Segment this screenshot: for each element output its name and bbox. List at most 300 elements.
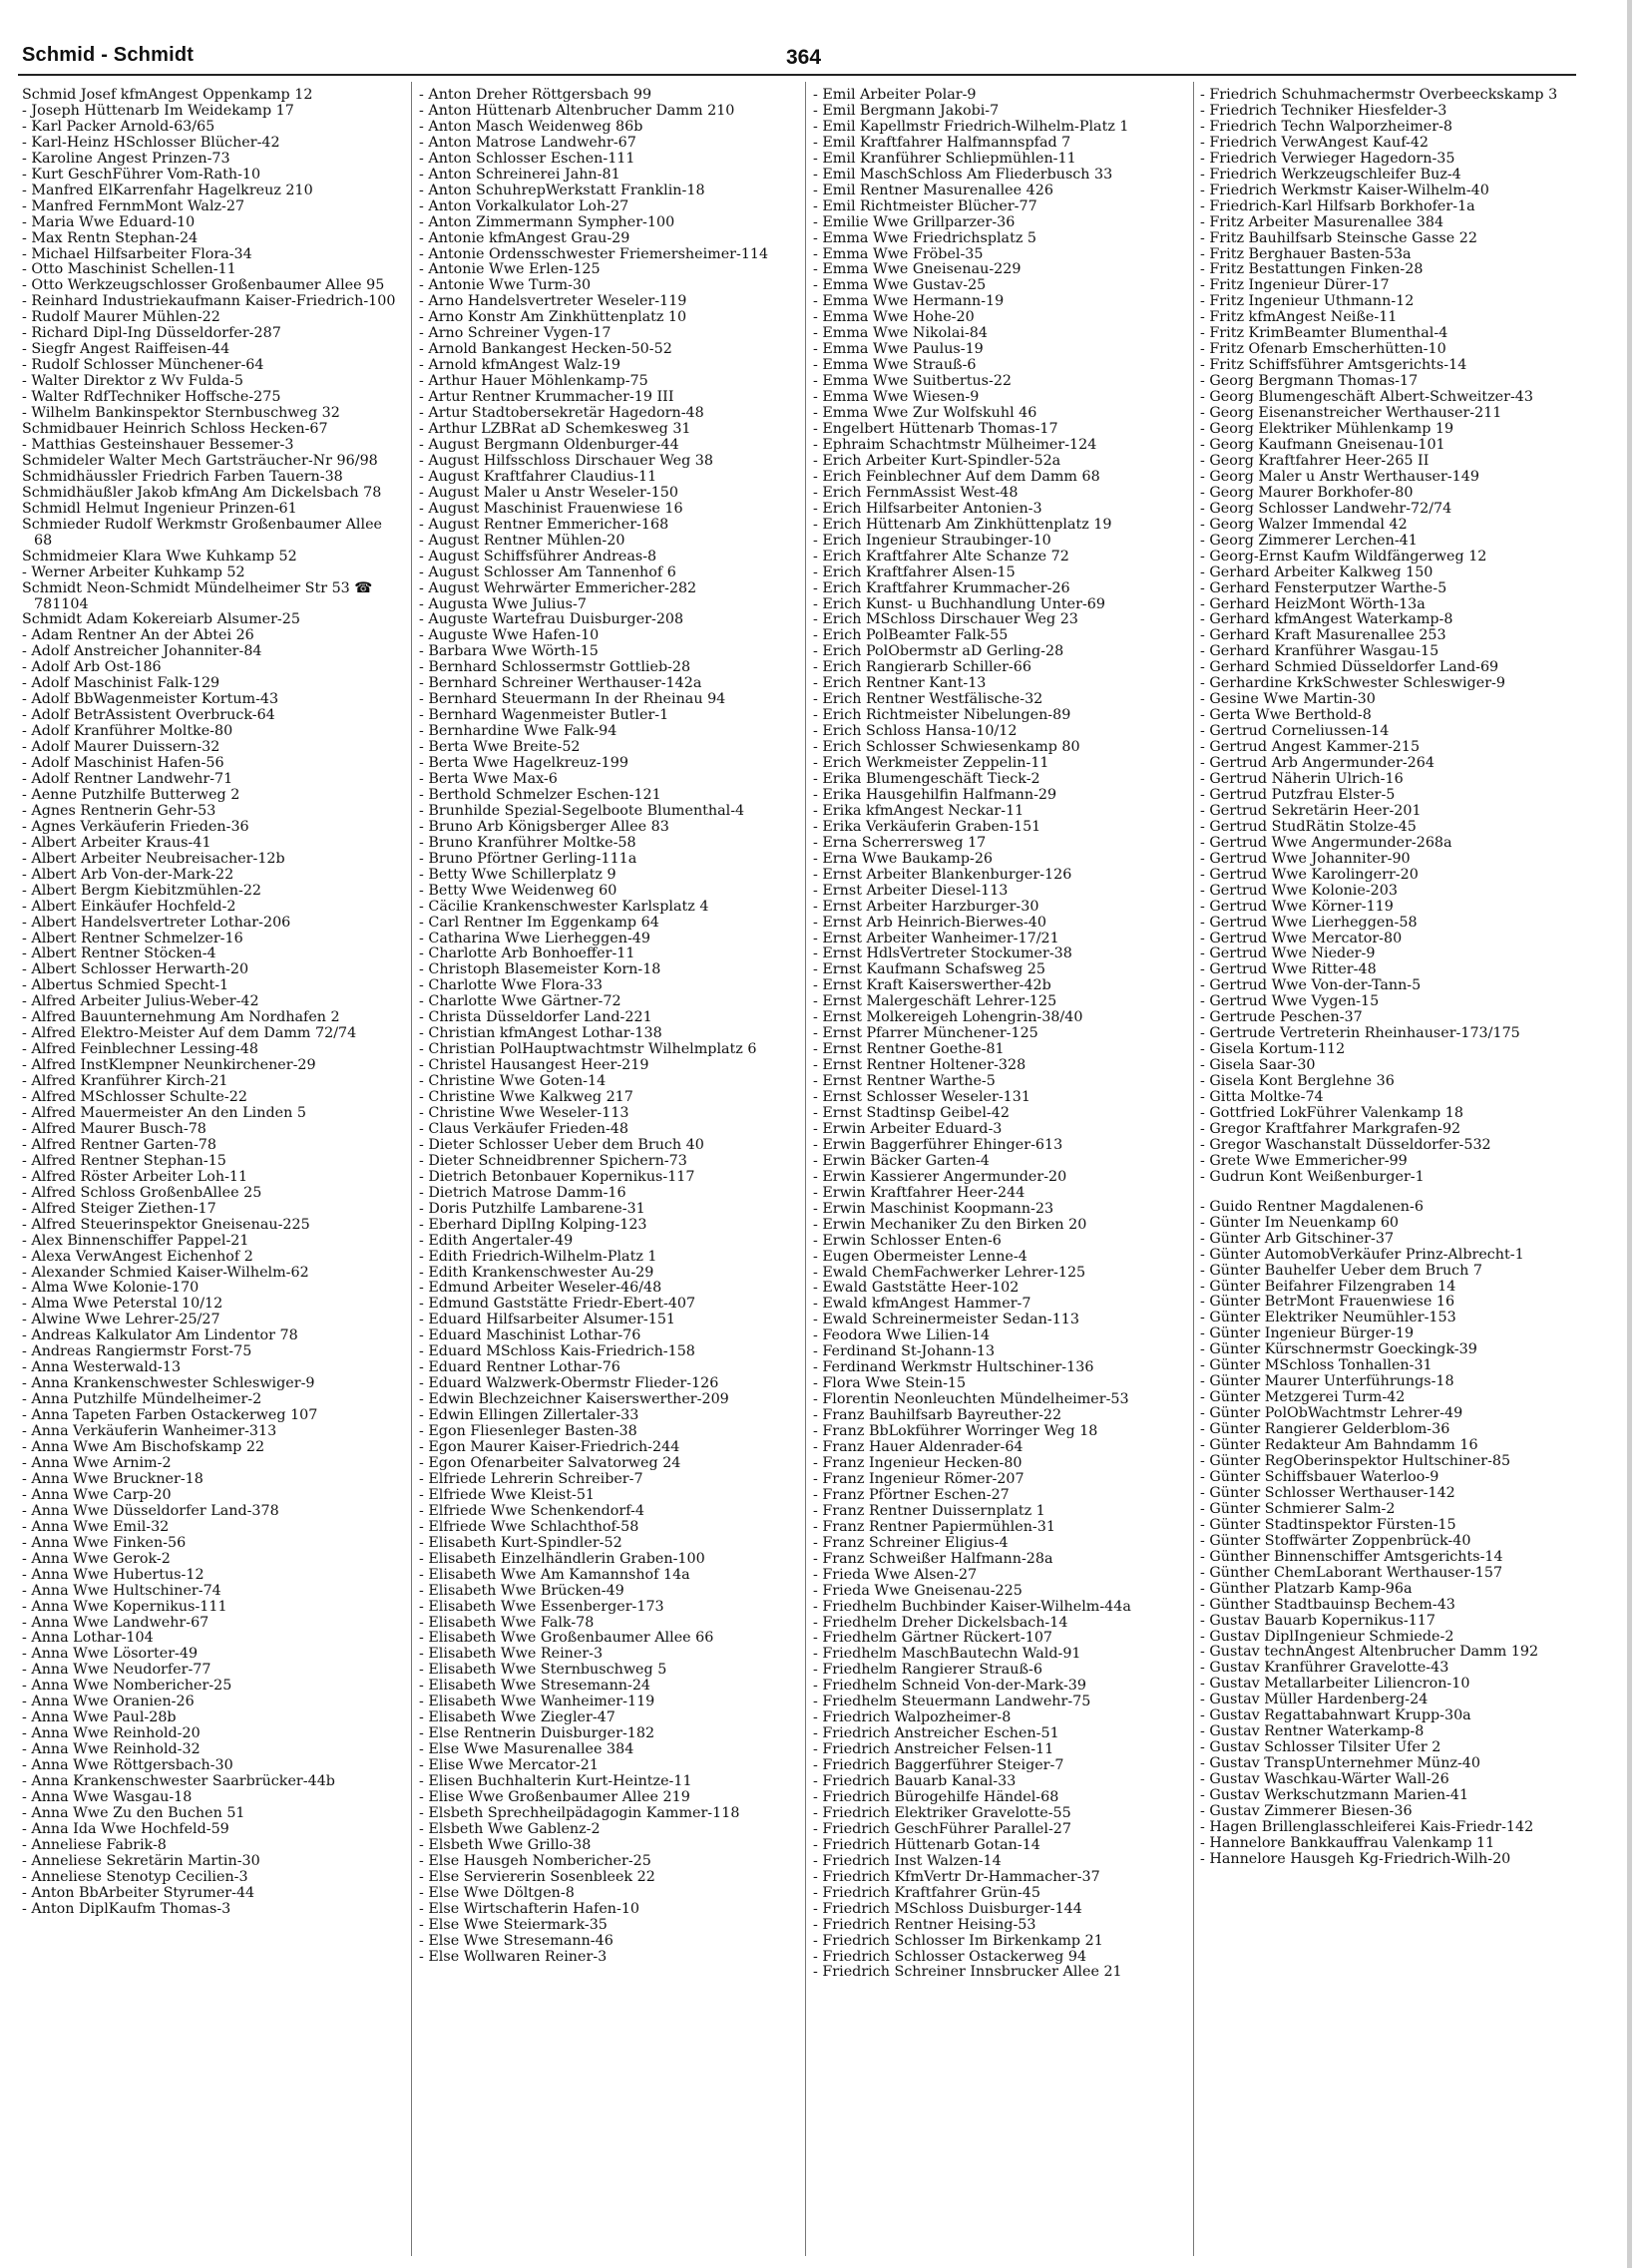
directory-entry: - Friedrich Bürogehilfe Händel-68 bbox=[813, 1788, 1059, 1805]
directory-entry: - Augusta Wwe Julius-7 bbox=[419, 595, 587, 612]
directory-entry: - Gerhard Kranführer Wasgau-15 bbox=[1200, 643, 1439, 660]
directory-entry: - August Bergmann Oldenburger-44 bbox=[419, 436, 679, 453]
directory-entry: - Alma Wwe Peterstal 10/12 bbox=[22, 1296, 223, 1313]
directory-entry: - Anton Schlosser Eschen-111 bbox=[419, 150, 635, 167]
directory-entry: - Gesine Wwe Martin-30 bbox=[1200, 691, 1376, 708]
directory-entry: - Else Wwe Stresemann-46 bbox=[419, 1932, 614, 1949]
directory-entry: - Albert Arbeiter Kraus-41 bbox=[22, 834, 211, 851]
directory-entry: - Anton Vorkalkulator Loh-27 bbox=[419, 197, 629, 214]
directory-entry: - Georg Kraftfahrer Heer-265 II bbox=[1200, 452, 1430, 469]
directory-entry: - Erwin Kassierer Angermunder-20 bbox=[813, 1168, 1067, 1185]
directory-entry: - Erna Scherrersweg 17 bbox=[813, 834, 987, 851]
directory-entry: - Elisabeth Wwe Stresemann-24 bbox=[419, 1678, 651, 1695]
directory-entry: - Matthias Gesteinshauer Bessemer-3 bbox=[22, 436, 294, 453]
directory-entry: - Alfred Feinblechner Lessing-48 bbox=[22, 1041, 258, 1058]
directory-entry: - Anna Westerwald-13 bbox=[22, 1359, 182, 1376]
directory-entry: - Dieter Schlosser Ueber dem Bruch 40 bbox=[419, 1136, 704, 1153]
directory-entry: - Charlotte Wwe Gärtner-72 bbox=[419, 993, 621, 1010]
directory-entry: - Anna Wwe Am Bischofskamp 22 bbox=[22, 1439, 265, 1456]
directory-entry: - Alfred MSchlosser Schulte-22 bbox=[22, 1089, 247, 1106]
column-4 bbox=[1200, 88, 1599, 1868]
directory-entry: - Georg-Ernst Kaufm Wildfängerweg 12 bbox=[1200, 548, 1487, 565]
directory-entry: - Friedhelm MaschBautechn Wald-91 bbox=[813, 1646, 1081, 1663]
directory-entry: - Emma Wwe Friedrichsplatz 5 bbox=[813, 229, 1036, 246]
directory-entry: - Günter Beifahrer Filzengraben 14 bbox=[1200, 1278, 1456, 1295]
directory-entry: - Erich Hüttenarb Am Zinkhüttenplatz 19 bbox=[813, 516, 1112, 533]
directory-entry: - Georg Maler u Anstr Werthauser-149 bbox=[1200, 468, 1479, 485]
directory-entry: - Günter Metzgerei Turm-42 bbox=[1200, 1389, 1406, 1406]
directory-entry: - Friedrich GeschFührer Parallel-27 bbox=[813, 1820, 1071, 1837]
directory-entry: - Georg Elektriker Mühlenkamp 19 bbox=[1200, 421, 1454, 438]
directory-entry: - Elisabeth Wwe Falk-78 bbox=[419, 1614, 595, 1631]
directory-entry: - Elisabeth Wwe Wanheimer-119 bbox=[419, 1694, 655, 1710]
directory-entry: - Adolf BbWagenmeister Kortum-43 bbox=[22, 691, 279, 708]
directory-entry: - Albert Einkäufer Hochfeld-2 bbox=[22, 898, 236, 915]
directory-entry: - Erich Rangierarb Schiller-66 bbox=[813, 659, 1031, 676]
directory-entry: - Alfred Schloss GroßenbAllee 25 bbox=[22, 1184, 262, 1201]
directory-entry: - Gertrud Näherin Ulrich-16 bbox=[1200, 770, 1404, 787]
directory-entry: - Gustav Schlosser Tilsiter Ufer 2 bbox=[1200, 1739, 1441, 1756]
directory-entry: - Emma Wwe Gustav-25 bbox=[813, 277, 987, 294]
directory-entry: - August Wehrwärter Emmericher-282 bbox=[419, 579, 697, 596]
directory-entry: - Friedrich Elektriker Gravelotte-55 bbox=[813, 1804, 1071, 1821]
directory-entry: - Artur Rentner Krummacher-19 III bbox=[419, 389, 674, 406]
directory-entry: - Emil MaschSchloss Am Fliederbusch 33 bbox=[813, 166, 1113, 183]
directory-entry: - Emma Wwe Suitbertus-22 bbox=[813, 373, 1013, 390]
directory-entry: - Antonie Wwe Erlen-125 bbox=[419, 261, 601, 278]
directory-entry: - Ernst Pfarrer Münchener-125 bbox=[813, 1025, 1038, 1042]
directory-entry: - Elisabeth Kurt-Spindler-52 bbox=[419, 1534, 622, 1551]
directory-entry: - August Hilfsschloss Dirschauer Weg 38 bbox=[419, 452, 713, 469]
directory-entry: - Georg Maurer Borkhofer-80 bbox=[1200, 484, 1414, 501]
directory-entry: - Erwin Bäcker Garten-4 bbox=[813, 1152, 990, 1169]
directory-entry: - Adam Rentner An der Abtei 26 bbox=[22, 627, 254, 644]
directory-entry: - Egon Maurer Kaiser-Friedrich-244 bbox=[419, 1439, 680, 1456]
directory-entry: - Else Wirtschafterin Hafen-10 bbox=[419, 1900, 640, 1917]
directory-entry: - Erich Kunst- u Buchhandlung Unter-69 bbox=[813, 595, 1105, 612]
directory-entry: - Friedhelm Steuermann Landwehr-75 bbox=[813, 1694, 1091, 1710]
column-1 bbox=[22, 88, 399, 1918]
directory-entry: - Alfred Maurer Busch-78 bbox=[22, 1120, 206, 1137]
directory-entry: - Friedrich Anstreicher Felsen-11 bbox=[813, 1741, 1054, 1758]
directory-entry: - Gustav Regattabahnwart Krupp-30a bbox=[1200, 1707, 1471, 1724]
directory-entry: - Gertrud Angest Kammer-215 bbox=[1200, 739, 1421, 756]
directory-entry: - Albert Schlosser Herwarth-20 bbox=[22, 961, 249, 978]
directory-entry: - Elisabeth Wwe Sternbuschweg 5 bbox=[419, 1662, 667, 1679]
directory-entry: - Rudolf Schlosser Münchener-64 bbox=[22, 357, 264, 374]
directory-entry: - Gregor Kraftfahrer Markgrafen-92 bbox=[1200, 1120, 1461, 1137]
directory-entry: Schmidhäussler Friedrich Farben Tauern-38 bbox=[22, 468, 343, 485]
directory-entry: - Agnes Rentnerin Gehr-53 bbox=[22, 802, 216, 819]
directory-entry: - Franz Hauer Aldenrader-64 bbox=[813, 1439, 1024, 1456]
directory-entry: - Gertrud Wwe Ritter-48 bbox=[1200, 961, 1377, 978]
directory-entry: - Georg Blumengeschäft Albert-Schweitzer-43 bbox=[1200, 389, 1533, 406]
directory-entry: - Friedrich Anstreicher Eschen-51 bbox=[813, 1725, 1059, 1742]
directory-entry: - Friedrich Schlosser Ostackerweg 94 bbox=[813, 1948, 1087, 1965]
column-3 bbox=[813, 88, 1190, 1981]
directory-entry: Schmidl Helmut Ingenieur Prinzen-61 bbox=[22, 500, 297, 517]
directory-entry: - Alexa VerwAngest Eichenhof 2 bbox=[22, 1248, 253, 1265]
directory-entry: - Auguste Wartefrau Duisburger-208 bbox=[419, 611, 684, 628]
directory-entry: - Else Wwe Steiermark-35 bbox=[419, 1916, 608, 1933]
directory-entry: - Anna Wwe Hubertus-12 bbox=[22, 1566, 205, 1583]
directory-entry: - Ephraim Schachtmstr Mülheimer-124 bbox=[813, 436, 1097, 453]
directory-entry: - Carl Rentner Im Eggenkamp 64 bbox=[419, 914, 659, 931]
directory-entry: - Alexander Schmied Kaiser-Wilhelm-62 bbox=[22, 1264, 309, 1281]
directory-entry: - Anna Wwe Röttgersbach-30 bbox=[22, 1757, 233, 1774]
directory-entry: - Franz BbLokführer Worringer Weg 18 bbox=[813, 1423, 1098, 1440]
page-edge-shadow bbox=[1627, 0, 1632, 2268]
directory-entry: - Ewald ChemFachwerker Lehrer-125 bbox=[813, 1264, 1086, 1281]
directory-entry: - Gisela Saar-30 bbox=[1200, 1057, 1316, 1074]
directory-entry: - Friedrich Hüttenarb Gotan-14 bbox=[813, 1836, 1040, 1853]
directory-entry: - Arno Schreiner Vygen-17 bbox=[419, 325, 612, 342]
directory-entry: - Feodora Wwe Lilien-14 bbox=[813, 1327, 991, 1344]
directory-entry: - Ernst Arbeiter Harzburger-30 bbox=[813, 898, 1039, 915]
directory-entry: - Ernst Schlosser Weseler-131 bbox=[813, 1089, 1030, 1106]
directory-entry: - Gisela Kortum-112 bbox=[1200, 1041, 1346, 1058]
directory-entry: - Fritz Bestattungen Finken-28 bbox=[1200, 261, 1424, 278]
directory-entry: - Egon Ofenarbeiter Salvatorweg 24 bbox=[419, 1454, 681, 1471]
directory-entry: - Gerta Wwe Berthold-8 bbox=[1200, 707, 1372, 724]
directory-entry: - Gerhard Arbeiter Kalkweg 150 bbox=[1200, 564, 1434, 580]
directory-entry: - Anna Tapeten Farben Ostackerweg 107 bbox=[22, 1407, 318, 1424]
directory-entry: - Walter RdfTechniker Hoffsche-275 bbox=[22, 389, 281, 406]
directory-entry: Schmid Josef kfmAngest Oppenkamp 12 bbox=[22, 87, 313, 103]
directory-entry: - Ferdinand St-Johann-13 bbox=[813, 1343, 996, 1360]
directory-entry: - Edith Krankenschwester Au-29 bbox=[419, 1264, 654, 1281]
directory-entry: - Erich Ingenieur Straubinger-10 bbox=[813, 532, 1051, 549]
directory-entry: - Friedrich KfmVertr Dr-Hammacher-37 bbox=[813, 1868, 1100, 1885]
running-title: Schmid - Schmidt bbox=[22, 44, 195, 66]
directory-entry: - Günther ChemLaborant Werthauser-157 bbox=[1200, 1564, 1503, 1581]
directory-entry: - Brunhilde Spezial-Segelboote Blumenthal-4 bbox=[419, 802, 745, 819]
directory-entry: - Max Rentn Stephan-24 bbox=[22, 229, 199, 246]
directory-entry: - Elfriede Lehrerin Schreiber-7 bbox=[419, 1470, 643, 1487]
directory-entry: - Fritz Ingenieur Uthmann-12 bbox=[1200, 293, 1415, 310]
directory-entry: - Anna Wwe Finken-56 bbox=[22, 1534, 187, 1551]
directory-entry: - Berta Wwe Hagelkreuz-199 bbox=[419, 755, 628, 772]
directory-entry: - Gustav Waschkau-Wärter Wall-26 bbox=[1200, 1771, 1449, 1788]
directory-entry: - Anna Wwe Wasgau-18 bbox=[22, 1788, 193, 1805]
directory-entry: - Else Serviererin Sosenbleek 22 bbox=[419, 1868, 655, 1885]
directory-entry: - Erich Schloss Hansa-10/12 bbox=[813, 723, 1018, 740]
directory-entry: - Gerhard HeizMont Wörth-13a bbox=[1200, 595, 1426, 612]
directory-entry: - Betty Wwe Schillerplatz 9 bbox=[419, 866, 616, 883]
directory-entry: - Erich Hilfsarbeiter Antonien-3 bbox=[813, 500, 1042, 517]
directory-entry: - Adolf Anstreicher Johanniter-84 bbox=[22, 643, 262, 660]
directory-entry: - Anton Matrose Landwehr-67 bbox=[419, 134, 636, 151]
directory-entry: - Erwin Maschinist Koopmann-23 bbox=[813, 1200, 1054, 1217]
directory-entry: Schmidt Adam Kokereiarb Alsumer-25 bbox=[22, 611, 300, 628]
directory-entry: - Franz Schweißer Halfmann-28a bbox=[813, 1550, 1053, 1567]
directory-entry: - Engelbert Hüttenarb Thomas-17 bbox=[813, 421, 1058, 438]
directory-entry: - Günter BetrMont Frauenwiese 16 bbox=[1200, 1294, 1455, 1311]
directory-entry: - Christine Wwe Weseler-113 bbox=[419, 1105, 629, 1121]
directory-entry: - Gertrud Wwe Angermunder-268a bbox=[1200, 834, 1452, 851]
directory-entry: - Eduard Maschinist Lothar-76 bbox=[419, 1327, 641, 1344]
directory-entry: - Elisabeth Wwe Essenberger-173 bbox=[419, 1598, 664, 1615]
directory-entry: - Adolf Rentner Landwehr-71 bbox=[22, 770, 233, 787]
directory-entry: - Hannelore Bankkauffrau Valenkamp 11 bbox=[1200, 1834, 1495, 1851]
directory-entry: - Gertrude Vertreterin Rheinhauser-173/175 bbox=[1200, 1025, 1520, 1042]
directory-entry: - Fritz Arbeiter Masurenallee 384 bbox=[1200, 213, 1444, 230]
directory-entry: - Albert Rentner Stöcken-4 bbox=[22, 945, 216, 962]
directory-entry: - Richard Dipl-Ing Düsseldorfer-287 bbox=[22, 325, 281, 342]
directory-entry: - Fritz Ofenarb Emscherhütten-10 bbox=[1200, 341, 1446, 358]
directory-entry: - Friedhelm Rangierer Strauß-6 bbox=[813, 1662, 1042, 1679]
directory-entry: Schmideler Walter Mech Gartsträucher-Nr 96/98 bbox=[22, 452, 378, 469]
directory-entry: - Anton Dreher Röttgersbach 99 bbox=[419, 87, 652, 103]
directory-entry: - Ernst Kraft Kaiserswerther-42b bbox=[813, 977, 1051, 994]
directory-entry: - Erwin Baggerführer Ehinger-613 bbox=[813, 1136, 1063, 1153]
directory-entry: - Anna Wwe Reinhold-32 bbox=[22, 1741, 201, 1758]
directory-entry: - Erika Verkäuferin Graben-151 bbox=[813, 818, 1041, 835]
directory-entry: - Günter Kürschnermstr Goeckingk-39 bbox=[1200, 1341, 1477, 1358]
directory-entry: - Friedrich VerwAngest Kauf-42 bbox=[1200, 134, 1430, 151]
directory-entry: - Ewald Gaststätte Heer-102 bbox=[813, 1280, 1020, 1297]
directory-entry: - Ernst Arbeiter Blankenburger-126 bbox=[813, 866, 1072, 883]
directory-entry: - Elise Wwe Großenbaumer Allee 219 bbox=[419, 1788, 690, 1805]
directory-entry: - Cäcilie Krankenschwester Karlsplatz 4 bbox=[419, 898, 709, 915]
directory-entry: - Christine Wwe Kalkweg 217 bbox=[419, 1089, 633, 1106]
directory-entry: - Emil Rentner Masurenallee 426 bbox=[813, 182, 1053, 198]
directory-entry: - Franz Bauhilfsarb Bayreuther-22 bbox=[813, 1407, 1062, 1424]
directory-entry: - Günter Schlosser Werthauser-142 bbox=[1200, 1484, 1455, 1501]
directory-entry: - Elisen Buchhalterin Kurt-Heintze-11 bbox=[419, 1773, 692, 1790]
directory-entry: - Erich Richtmeister Nibelungen-89 bbox=[813, 707, 1071, 724]
directory-entry: - Günter Stoffwärter Zoppenbrück-40 bbox=[1200, 1532, 1471, 1549]
directory-entry: - Fritz Bauhilfsarb Steinsche Gasse 22 bbox=[1200, 229, 1477, 246]
directory-entry: - Adolf Maurer Duissern-32 bbox=[22, 739, 220, 756]
directory-entry: - Eberhard DiplIng Kolping-123 bbox=[419, 1216, 647, 1233]
directory-entry: - Adolf BetrAssistent Overbruck-64 bbox=[22, 707, 275, 724]
directory-entry: - Gertrud Arb Angermunder-264 bbox=[1200, 755, 1435, 772]
column-divider bbox=[411, 82, 412, 2256]
directory-entry: - Alwine Wwe Lehrer-25/27 bbox=[22, 1312, 220, 1328]
directory-entry: - Friedhelm Schneid Von-der-Mark-39 bbox=[813, 1678, 1086, 1695]
directory-entry: - Emma Wwe Zur Wolfskuhl 46 bbox=[813, 405, 1037, 422]
directory-entry: - Fritz Schiffsführer Amtsgerichts-14 bbox=[1200, 357, 1467, 374]
directory-entry: - August Maler u Anstr Weseler-150 bbox=[419, 484, 678, 501]
directory-entry: - Erich FernmAssist West-48 bbox=[813, 484, 1019, 501]
directory-entry: - Karl Packer Arnold-63/65 bbox=[22, 118, 215, 135]
directory-entry: - Bernhard Steuermann In der Rheinau 94 bbox=[419, 691, 726, 708]
directory-entry: - Elsbeth Sprechheilpädagogin Kammer-118 bbox=[419, 1804, 740, 1821]
directory-entry: - Else Wollwaren Reiner-3 bbox=[419, 1948, 608, 1965]
column-divider bbox=[1193, 82, 1194, 2256]
directory-entry: - Emma Wwe Gneisenau-229 bbox=[813, 261, 1022, 278]
directory-entry: - Emil Arbeiter Polar-9 bbox=[813, 87, 977, 103]
directory-entry: - Elisabeth Wwe Am Kamannshof 14a bbox=[419, 1566, 690, 1583]
directory-entry: - Anna Wwe Carp-20 bbox=[22, 1486, 172, 1503]
directory-entry: - Ferdinand Werkmstr Hultschiner-136 bbox=[813, 1359, 1094, 1376]
directory-entry: - Erich Werkmeister Zeppelin-11 bbox=[813, 755, 1049, 772]
directory-entry: - Anna Wwe Neudorfer-77 bbox=[22, 1662, 211, 1679]
directory-entry: - Gertrud Wwe Kolonie-203 bbox=[1200, 882, 1398, 899]
directory-entry: - Ernst Arbeiter Wanheimer-17/21 bbox=[813, 930, 1059, 946]
directory-entry: - Erich Schlosser Schwiesenkamp 80 bbox=[813, 739, 1080, 756]
directory-entry: - Günter Elektriker Neumühler-153 bbox=[1200, 1310, 1456, 1326]
directory-entry: - Gertrud Wwe Körner-119 bbox=[1200, 898, 1394, 915]
directory-entry: - Dietrich Betonbauer Kopernikus-117 bbox=[419, 1168, 695, 1185]
directory-entry: - Günter Schiffsbauer Waterloo-9 bbox=[1200, 1468, 1439, 1485]
directory-entry: - Günter Im Neuenkamp 60 bbox=[1200, 1214, 1400, 1231]
directory-entry: - Rudolf Maurer Mühlen-22 bbox=[22, 309, 220, 326]
directory-entry: - Erna Wwe Baukamp-26 bbox=[813, 850, 994, 867]
directory-entry: - Fritz kfmAngest Neiße-11 bbox=[1200, 309, 1398, 326]
directory-entry: - Franz Rentner Papiermühlen-31 bbox=[813, 1518, 1055, 1535]
directory-entry: - Emma Wwe Hermann-19 bbox=[813, 293, 1005, 310]
directory-entry: - Alfred Röster Arbeiter Loh-11 bbox=[22, 1168, 248, 1185]
directory-entry: - Gerhard Schmied Düsseldorfer Land-69 bbox=[1200, 659, 1499, 676]
directory-entry: - Manfred FernmMont Walz-27 bbox=[22, 197, 245, 214]
directory-entry: - Friedhelm Buchbinder Kaiser-Wilhelm-44a bbox=[813, 1598, 1131, 1615]
directory-entry: - Fritz Ingenieur Dürer-17 bbox=[1200, 277, 1390, 294]
directory-entry: - Doris Putzhilfe Lambarene-31 bbox=[419, 1200, 645, 1217]
directory-entry: - Arno Konstr Am Zinkhüttenplatz 10 bbox=[419, 309, 687, 326]
directory-entry: - Adolf Maschinist Hafen-56 bbox=[22, 755, 224, 772]
directory-entry: - Bruno Pförtner Gerling-111a bbox=[419, 850, 637, 867]
directory-entry: - Ernst Arb Heinrich-Bierwes-40 bbox=[813, 914, 1046, 931]
directory-entry: - Dieter Schneidbrenner Spichern-73 bbox=[419, 1152, 687, 1169]
directory-entry: - Anneliese Sekretärin Martin-30 bbox=[22, 1852, 260, 1869]
directory-entry: - Bernhard Wagenmeister Butler-1 bbox=[419, 707, 669, 724]
directory-entry: - Karoline Angest Prinzen-73 bbox=[22, 150, 230, 167]
directory-entry: - Anna Wwe Arnim-2 bbox=[22, 1454, 172, 1471]
directory-entry: - Elfriede Wwe Kleist-51 bbox=[419, 1486, 596, 1503]
directory-entry: Schmidmeier Klara Wwe Kuhkamp 52 bbox=[22, 548, 297, 565]
directory-entry: - Alfred InstKlempner Neunkirchener-29 bbox=[22, 1057, 316, 1074]
directory-entry: - Erika Hausgehilfin Halfmann-29 bbox=[813, 786, 1057, 803]
directory-entry: - Günter Schmierer Salm-2 bbox=[1200, 1500, 1396, 1517]
directory-entry: - Günter Rangierer Gelderblom-36 bbox=[1200, 1421, 1450, 1438]
directory-entry: - Christoph Blasemeister Korn-18 bbox=[419, 961, 661, 978]
directory-entry: - Günter Maurer Unterführungs-18 bbox=[1200, 1373, 1454, 1390]
directory-entry: - Edith Friedrich-Wilhelm-Platz 1 bbox=[419, 1248, 657, 1265]
directory-entry: - Elisabeth Wwe Großenbaumer Allee 66 bbox=[419, 1630, 714, 1647]
directory-entry: - Alfred Steuerinspektor Gneisenau-225 bbox=[22, 1216, 310, 1233]
directory-entry: - Anna Wwe Paul-28b bbox=[22, 1709, 177, 1726]
directory-entry: - Anton Hüttenarb Altenbrucher Damm 210 bbox=[419, 102, 735, 119]
directory-entry: - Christian kfmAngest Lothar-138 bbox=[419, 1025, 662, 1042]
directory-entry: - Friedrich Werkmstr Kaiser-Wilhelm-40 bbox=[1200, 182, 1489, 198]
directory-entry: - Fritz Berghauer Basten-53a bbox=[1200, 245, 1412, 262]
directory-entry: - Gustav TranspUnternehmer Münz-40 bbox=[1200, 1755, 1481, 1772]
directory-entry: - Emil Bergmann Jakobi-7 bbox=[813, 102, 1000, 119]
directory-entry: - Günter Redakteur Am Bahndamm 16 bbox=[1200, 1437, 1478, 1454]
directory-entry: - Gottfried LokFührer Valenkamp 18 bbox=[1200, 1105, 1463, 1121]
directory-entry: - Gertrude Peschen-37 bbox=[1200, 1009, 1363, 1026]
directory-entry: - Erich Rentner Westfälische-32 bbox=[813, 691, 1043, 708]
directory-entry: - Auguste Wwe Hafen-10 bbox=[419, 627, 600, 644]
directory-entry: - Anneliese Fabrik-8 bbox=[22, 1836, 167, 1853]
directory-entry: - Else Rentnerin Duisburger-182 bbox=[419, 1725, 655, 1742]
directory-entry: - Gertrud Wwe Karolingerr-20 bbox=[1200, 866, 1419, 883]
directory-entry: - Anna Wwe Reinhold-20 bbox=[22, 1725, 201, 1742]
directory-entry: - Albert Arb Von-der-Mark-22 bbox=[22, 866, 234, 883]
directory-entry: - Gertrud Wwe Nieder-9 bbox=[1200, 945, 1376, 962]
directory-entry: - Maria Wwe Eduard-10 bbox=[22, 213, 196, 230]
directory-entry: - Friedrich Schuhmachermstr Overbeeckskamp 3 bbox=[1200, 87, 1558, 103]
directory-entry: - Friedrich Rentner Heising-53 bbox=[813, 1916, 1036, 1933]
directory-entry: - Eugen Obermeister Lenne-4 bbox=[813, 1248, 1027, 1265]
directory-entry: - Frieda Wwe Alsen-27 bbox=[813, 1566, 978, 1583]
directory-entry: - Gustav Werkschutzmann Marien-41 bbox=[1200, 1787, 1469, 1804]
directory-entry: - Erika kfmAngest Neckar-11 bbox=[813, 802, 1025, 819]
directory-entry: - Friedrich Schlosser Im Birkenkamp 21 bbox=[813, 1932, 1103, 1949]
directory-entry: - Alfred Rentner Garten-78 bbox=[22, 1136, 216, 1153]
directory-entry: - Emma Wwe Paulus-19 bbox=[813, 341, 984, 358]
directory-entry: - Elisabeth Wwe Ziegler-47 bbox=[419, 1709, 615, 1726]
directory-entry: - Gertrud Wwe Mercator-80 bbox=[1200, 930, 1403, 946]
directory-entry: - August Maschinist Frauenwiese 16 bbox=[419, 500, 683, 517]
directory-entry: - Otto Maschinist Schellen-11 bbox=[22, 261, 236, 278]
directory-entry: - Alma Wwe Kolonie-170 bbox=[22, 1280, 200, 1297]
directory-entry: - Friedrich Bauarb Kanal-33 bbox=[813, 1773, 1017, 1790]
directory-entry: - Franz Ingenieur Römer-207 bbox=[813, 1470, 1025, 1487]
directory-entry: - Artur Stadtobersekretär Hagedorn-48 bbox=[419, 405, 704, 422]
directory-entry: - Friedrich Techniker Hiesfelder-3 bbox=[1200, 102, 1447, 119]
directory-entry: - Elisabeth Wwe Reiner-3 bbox=[419, 1646, 604, 1663]
column-divider bbox=[805, 82, 806, 2256]
directory-entry: - Alfred Elektro-Meister Auf dem Damm 72/74 bbox=[22, 1025, 357, 1042]
directory-entry: - Bruno Kranführer Moltke-58 bbox=[419, 834, 636, 851]
directory-entry: - Emil Kraftfahrer Halfmannspfad 7 bbox=[813, 134, 1071, 151]
directory-entry: - Albert Bergm Kiebitzmühlen-22 bbox=[22, 882, 262, 899]
directory-entry: - Erwin Mechaniker Zu den Birken 20 bbox=[813, 1216, 1087, 1233]
directory-entry: - Erwin Kraftfahrer Heer-244 bbox=[813, 1184, 1025, 1201]
directory-entry: - Gisela Kont Berglehne 36 bbox=[1200, 1073, 1395, 1090]
directory-entry: - Friedhelm Gärtner Rückert-107 bbox=[813, 1630, 1053, 1647]
directory-entry: - Anton SchuhrepWerkstatt Franklin-18 bbox=[419, 182, 705, 198]
directory-entry: Schmidt Neon-Schmidt Mündelheimer Str 53 ☎ 781104 bbox=[22, 579, 373, 612]
directory-entry: - Grete Wwe Emmericher-99 bbox=[1200, 1152, 1408, 1169]
directory-entry: - Friedrich Walpozheimer-8 bbox=[813, 1709, 1012, 1726]
directory-entry: - Elfriede Wwe Schenkendorf-4 bbox=[419, 1502, 644, 1519]
directory-entry: - Eduard MSchloss Kais-Friedrich-158 bbox=[419, 1343, 695, 1360]
directory-entry: - Georg Bergmann Thomas-17 bbox=[1200, 373, 1419, 390]
directory-entry: - Emma Wwe Hohe-20 bbox=[813, 309, 975, 326]
directory-entry: - Günter Stadtinspektor Fürsten-15 bbox=[1200, 1516, 1456, 1533]
directory-entry: - Edmund Arbeiter Weseler-46/48 bbox=[419, 1280, 662, 1297]
directory-entry: - Berthold Schmelzer Eschen-121 bbox=[419, 786, 661, 803]
directory-entry: - Aenne Putzhilfe Butterweg 2 bbox=[22, 786, 240, 803]
directory-entry: - Otto Werkzeugschlosser Großenbaumer Allee 95 bbox=[22, 277, 385, 294]
directory-entry: - Arthur LZBRat aD Schemkesweg 31 bbox=[419, 421, 691, 438]
directory-entry: - August Schiffsführer Andreas-8 bbox=[419, 548, 657, 565]
directory-entry: - Gustav Rentner Waterkamp-8 bbox=[1200, 1723, 1425, 1740]
directory-entry: - Alfred Bauunternehmung Am Nordhafen 2 bbox=[22, 1009, 340, 1026]
directory-entry: - Elsbeth Wwe Gablenz-2 bbox=[419, 1820, 601, 1837]
directory-entry: - Anna Verkäuferin Wanheimer-313 bbox=[22, 1423, 277, 1440]
directory-entry: - Anna Wwe Lösorter-49 bbox=[22, 1646, 199, 1663]
directory-entry: - Eduard Hilfsarbeiter Alsumer-151 bbox=[419, 1312, 676, 1328]
directory-entry: - Alfred Arbeiter Julius-Weber-42 bbox=[22, 993, 259, 1010]
directory-entry: - Erwin Arbeiter Eduard-3 bbox=[813, 1120, 1003, 1137]
directory-entry: - Franz Pförtner Eschen-27 bbox=[813, 1486, 1010, 1503]
directory-entry: - Ernst Rentner Goethe-81 bbox=[813, 1041, 1005, 1058]
directory-entry: - Georg Schlosser Landwehr-72/74 bbox=[1200, 500, 1452, 517]
directory-entry: - Gertrud Corneliussen-14 bbox=[1200, 723, 1390, 740]
directory-entry: - Anton Masch Weidenweg 86b bbox=[419, 118, 643, 135]
directory-entry: - Albertus Schmied Specht-1 bbox=[22, 977, 229, 994]
directory-entry: - Ernst HdlsVertreter Stockumer-38 bbox=[813, 945, 1072, 962]
directory-entry: - Andreas Kalkulator Am Lindentor 78 bbox=[22, 1327, 298, 1344]
directory-entry: - Dietrich Matrose Damm-16 bbox=[419, 1184, 626, 1201]
directory-entry: - Erich Kraftfahrer Alte Schanze 72 bbox=[813, 548, 1069, 565]
directory-entry: - Erich Kraftfahrer Alsen-15 bbox=[813, 564, 1016, 580]
